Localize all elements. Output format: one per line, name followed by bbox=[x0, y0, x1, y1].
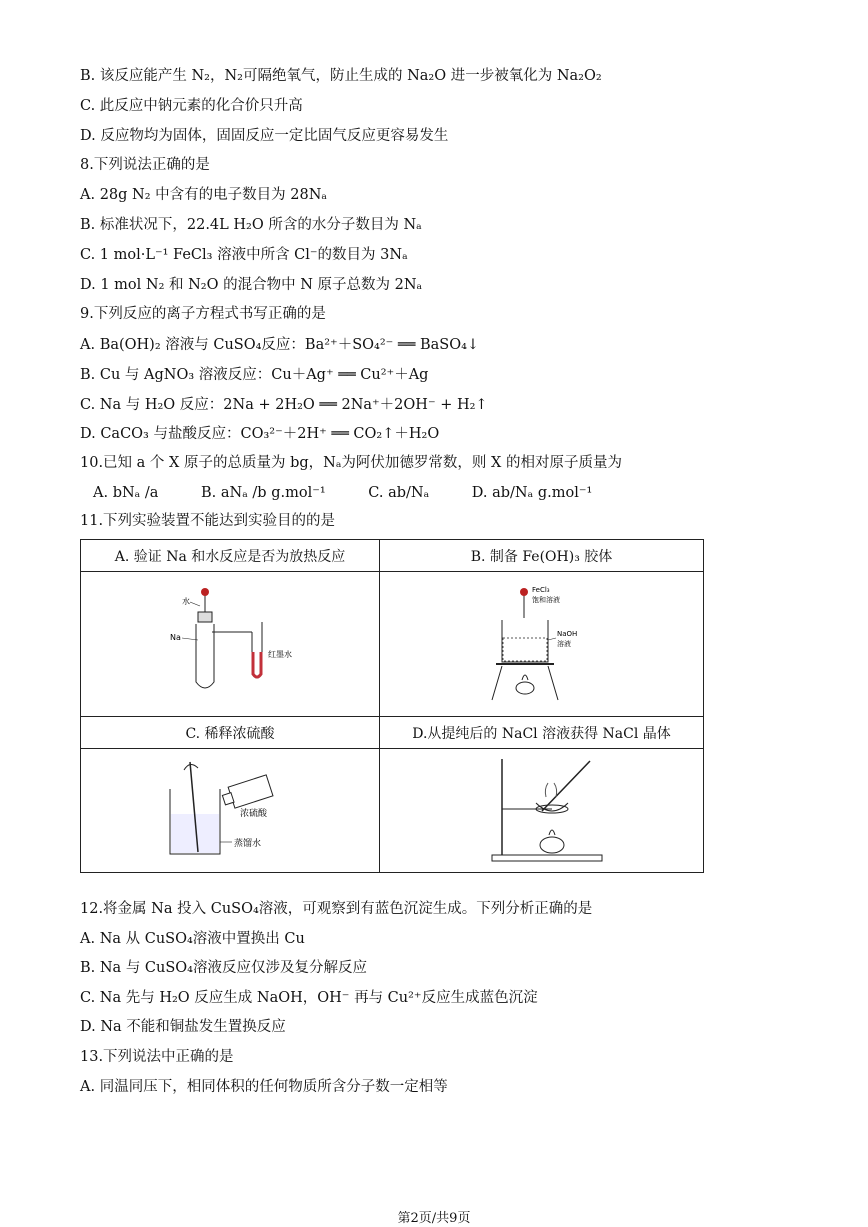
q12-option-d: D. Na 不能和铜盐发生置换反应 bbox=[80, 1019, 286, 1035]
q11-a-diagram bbox=[81, 572, 380, 717]
q9-stem: 9.下列反应的离子方程式书写正确的是 bbox=[80, 306, 326, 322]
na-water-apparatus-figure bbox=[160, 582, 300, 702]
page-footer: 第2页/共9页 bbox=[397, 1211, 471, 1226]
acid-label: 浓硫酸 bbox=[240, 808, 268, 819]
q11-b-title: B. 制备 Fe(OH)₃ 胶体 bbox=[380, 540, 704, 572]
q8-option-b: B. 标准状况下，22.4L H₂O 所含的水分子数目为 Nₐ bbox=[80, 217, 422, 233]
q8-option-c: C. 1 mol·L⁻¹ FeCl₃ 溶液中所含 Cl⁻的数目为 3Nₐ bbox=[80, 247, 408, 263]
water-label: 水 bbox=[182, 597, 190, 606]
q10-option-c: C. ab/Nₐ bbox=[368, 485, 430, 501]
solution-label: 溶液 bbox=[556, 639, 571, 648]
q11-stem: 11.下列实验装置不能达到实验目的的是 bbox=[80, 513, 336, 529]
q11-d-title: D.从提纯后的 NaCl 溶液获得 NaCl 晶体 bbox=[380, 717, 704, 749]
q7-option-d: D. 反应物均为固体，固固反应一定比固气反应更容易发生 bbox=[80, 128, 449, 144]
naoh-label: NaOH bbox=[556, 629, 577, 638]
q7-option-c: C. 此反应中钠元素的化合价只升高 bbox=[80, 98, 303, 114]
q11-a-title: A. 验证 Na 和水反应是否为放热反应 bbox=[81, 540, 380, 572]
evaporation-apparatus-figure bbox=[472, 751, 612, 866]
q9-option-d: D. CaCO₃ 与盐酸反应：CO₃²⁻＋2H⁺ ══ CO₂↑＋H₂O bbox=[80, 426, 440, 442]
q8-option-a: A. 28g N₂ 中含有的电子数目为 28Nₐ bbox=[80, 187, 327, 203]
fecl3-label: FeCl₃ bbox=[531, 585, 550, 594]
saturated-label: 饱和溶液 bbox=[531, 595, 560, 604]
q12-option-c: C. Na 先与 H₂O 反应生成 NaOH，OH⁻ 再与 Cu²⁺反应生成蓝色沉淀 bbox=[80, 990, 538, 1006]
q10-option-b: B. aNₐ /b g.mol⁻¹ bbox=[201, 485, 326, 501]
q9-option-c: C. Na 与 H₂O 反应：2Na + 2H₂O ══ 2Na⁺＋2OH⁻ + H₂↑ bbox=[80, 397, 488, 413]
dilute-acid-apparatus-figure bbox=[150, 754, 310, 864]
q9-option-a: A. Ba(OH)₂ 溶液与 CuSO₄反应：Ba²⁺＋SO₄²⁻ ══ BaSO₄↓ bbox=[80, 337, 480, 353]
q11-experiment-table bbox=[80, 539, 704, 873]
q8-option-d: D. 1 mol N₂ 和 N₂O 的混合物中 N 原子总数为 2Nₐ bbox=[80, 277, 423, 293]
q10-option-d: D. ab/Nₐ g.mol⁻¹ bbox=[471, 485, 593, 501]
fe-colloid-apparatus-figure bbox=[472, 580, 612, 705]
q12-option-b: B. Na 与 CuSO₄溶液反应仅涉及复分解反应 bbox=[80, 960, 367, 976]
q9-option-b: B. Cu 与 AgNO₃ 溶液反应：Cu＋Ag⁺ ══ Cu²⁺＋Ag bbox=[80, 367, 429, 383]
q12-stem: 12.将金属 Na 投入 CuSO₄溶液，可观察到有蓝色沉淀生成。下列分析正确的是 bbox=[80, 901, 593, 917]
q12-option-a: A. Na 从 CuSO₄溶液中置换出 Cu bbox=[80, 931, 305, 947]
q13-stem: 13.下列说法中正确的是 bbox=[80, 1049, 234, 1065]
q8-stem: 8.下列说法正确的是 bbox=[80, 157, 210, 173]
q11-c-diagram bbox=[81, 749, 380, 873]
q7-option-b: B. 该反应能产生 N₂，N₂可隔绝氧气，防止生成的 Na₂O 进一步被氧化为 Na₂O₂ bbox=[80, 68, 602, 84]
q10-options bbox=[93, 483, 630, 503]
ink-label: 红墨水 bbox=[268, 650, 292, 659]
q11-d-diagram bbox=[380, 749, 704, 873]
na-label: Na bbox=[170, 633, 181, 642]
distilled-water-label: 蒸馏水 bbox=[234, 838, 262, 849]
q11-c-title: C. 稀释浓硫酸 bbox=[81, 717, 380, 749]
q13-option-a: A. 同温同压下，相同体积的任何物质所含分子数一定相等 bbox=[80, 1079, 448, 1095]
q10-option-a: A. bNₐ /a bbox=[93, 485, 159, 501]
q11-b-diagram bbox=[380, 572, 704, 717]
q10-stem: 10.已知 a 个 X 原子的总质量为 bg，Nₐ为阿伏加德罗常数，则 X 的相对原子质量为 bbox=[80, 455, 622, 471]
